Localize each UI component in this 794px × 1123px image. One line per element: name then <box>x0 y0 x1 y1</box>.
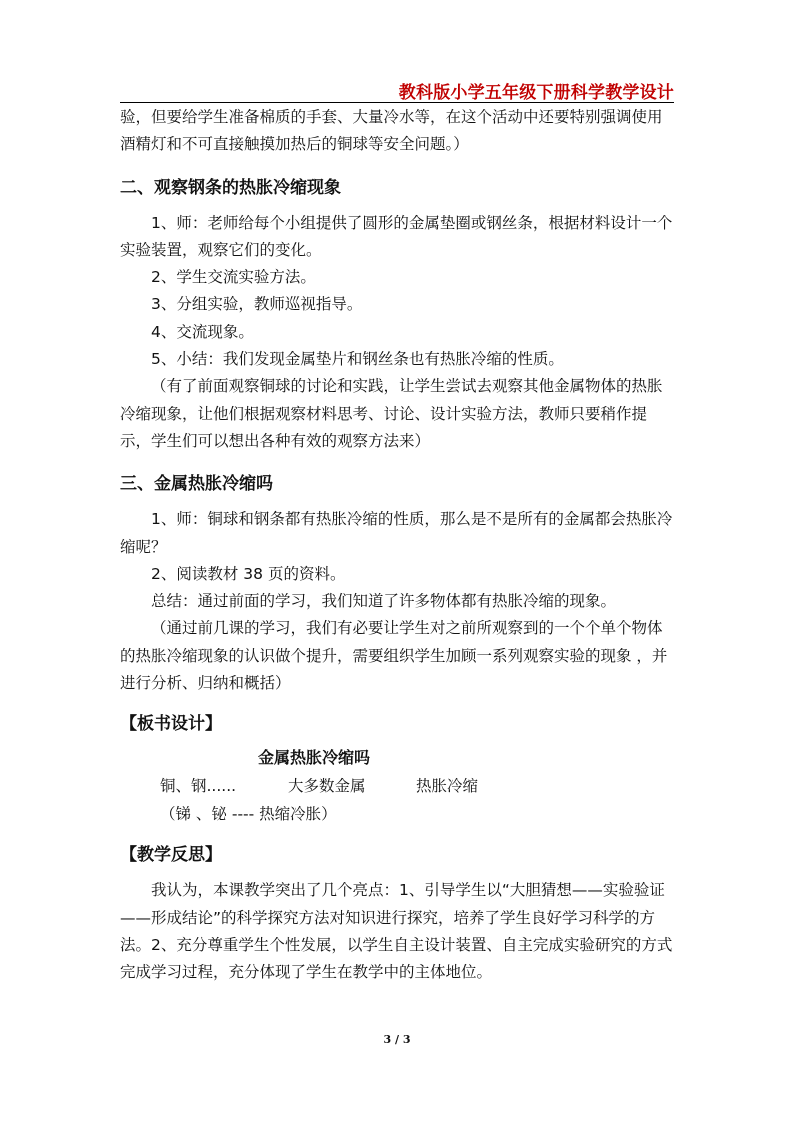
board-row <box>160 772 676 800</box>
reflection-heading: 【教学反思】 <box>120 845 222 866</box>
step-paragraph: 1、师：铜球和钢条都有热胀冷缩的性质，那么是不是所有的金属都会热胀冷缩呢？ <box>120 510 673 556</box>
page-number: 3 / 3 <box>383 1033 411 1046</box>
board-cell-most-metals: 大多数金属 <box>288 777 366 796</box>
board-cell-expansion: 热胀冷缩 <box>416 777 479 796</box>
board-cell-metals: 铜、钢...... <box>160 777 237 796</box>
board-title: 金属热胀冷缩吗 <box>258 748 371 768</box>
step-paragraph: 2、阅读教材 38 页的资料。 <box>151 564 346 583</box>
intro-paragraph: 验，但要给学生准备棉质的手套、大量冷水等，在这个活动中还要特别强调使用酒精灯和不可直接触摸加热后的铜球等安全问题。） <box>120 108 663 154</box>
step-paragraph: 3、分组实验，教师巡视指导。 <box>151 295 363 314</box>
step-paragraph: 1、师：老师给每个小组提供了圆形的金属垫圈或钢丝条，根据材料设计一个实验装置，观察它们的变化。 <box>120 213 673 259</box>
board-design-heading: 【板书设计】 <box>120 714 222 735</box>
header-divider <box>120 102 674 103</box>
teaching-note: （通过前几课的学习，我们有必要让学生对之前所观察到的一个个单个物体的热胀冷缩现象的认识做个提升，需要组织学生加顾一系列观察实验的现象 ，并进行分析、归纳和概括） <box>120 619 668 693</box>
step-paragraph: 4、交流现象。 <box>151 322 254 341</box>
step-paragraph: 2、学生交流实验方法。 <box>151 268 316 287</box>
summary-paragraph: 总结：通过前面的学习，我们知道了许多物体都有热胀冷缩的现象。 <box>151 592 617 611</box>
board-cell-exception: （锑 、铋 ---- 热缩冷胀） <box>160 805 337 824</box>
section-heading-steel: 二、观察钢条的热胀冷缩现象 <box>120 177 341 198</box>
teaching-note: （有了前面观察铜球的讨论和实践，让学生尝试去观察其他金属物体的热胀冷缩现象，让他们根据观察材料思考、讨论、设计实验方法，教师只要稍作提示，学生们可以想出各种有效的观察方法来） <box>120 377 663 450</box>
step-paragraph: 5、小结：我们发现金属垫片和钢丝条也有热胀冷缩的性质。 <box>151 350 564 369</box>
page-header-title: 教科版小学五年级下册科学教学设计 <box>398 83 674 103</box>
reflection-paragraph: 我认为，本课教学突出了几个亮点：1、引导学生以“大胆猜想——实验验证——形成结论”的科学探究方法对知识进行探究，培养了学生良好学习科学的方法。2、充分尊重学生个性发展，以学生自主设计装置、自主完成实验研究的方式完成学习过程，充分体现了学生在教学中的主体地位。 <box>120 881 673 982</box>
board-row-exception <box>160 800 676 828</box>
section-heading-metal: 三、金属热胀冷缩吗 <box>120 474 273 495</box>
page-content <box>120 104 676 987</box>
